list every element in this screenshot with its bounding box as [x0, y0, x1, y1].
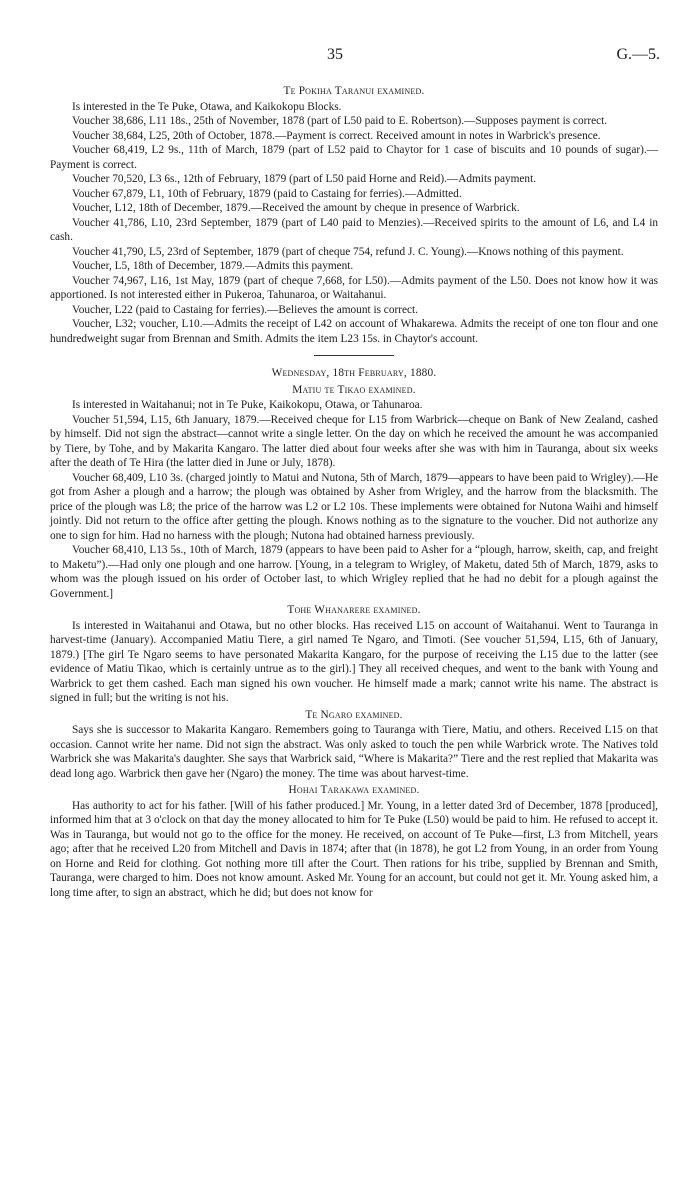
paragraph: Voucher 38,684, L25, 20th of October, 1878.—Payment is correct. Received amount in notes in Warbrick's presence.: [72, 129, 601, 142]
paragraph: Is interested in Waitahanui; not in Te Puke, Kaikokopu, Otawa, or Tahunaroa.: [72, 399, 423, 411]
paragraph: Voucher, L12, 18th of December, 1879.—Received the amount by cheque in presence of Warbrick.: [72, 202, 520, 214]
paragraph: Is interested in the Te Puke, Otawa, and Kaikokopu Blocks.: [72, 100, 342, 113]
section-tohe-whanarere: [50, 603, 658, 706]
paragraph: Voucher 41,790, L5, 23rd of September, 1879 (part of cheque 754, refund J. C. Young).—Knows nothing of this payment.: [72, 245, 624, 258]
document-code: G.—5.: [616, 46, 660, 63]
section-hohai-tarakawa: [50, 783, 658, 900]
paragraph: Voucher 38,686, L11 18s., 25th of November, 1878 (part of L50 paid to E. Robertson).—Supposes payment is correct.: [72, 115, 608, 127]
date-heading: Wednesday, 18th February, 1880.: [271, 367, 437, 379]
paragraph: Voucher 68,419, L2 9s., 11th of March, 1879 (part of L52 paid to Chaytor for 1 case of biscuits and 10 pounds of sugar).—Payment is correct.: [50, 144, 658, 171]
paragraph: Voucher, L22 (paid to Castaing for ferries).—Believes the amount is correct.: [72, 303, 418, 316]
paragraph: Voucher, L5, 18th of December, 1879.—Admits this payment.: [72, 260, 354, 272]
section-heading: Matiu te Tikao examined.: [292, 383, 416, 396]
paragraph: Voucher 41,786, L10, 23rd September, 1879 (part of L40 paid to Menzies).—Received spirits to the amount of L6, and L4 in cash.: [50, 216, 658, 243]
paragraph: Voucher 74,967, L16, 1st May, 1879 (part of cheque 7,668, for L50).—Admits payment of the L50. Does not know how it was apportioned. Is not interested either in Pukeroa, Tahunaroa, or Waitahanui.: [50, 274, 658, 301]
paragraph: Has authority to act for his father. [Will of his father produced.] Mr. Young, in a letter dated 3rd of December, 1878 [produced], informed him that at 3 o'clock on that day the money allocated to him for Te Puke (L50) would be paid to him. He refused to accept it. Was in Tauranga, but would not go to the office for the money. He received, on account of Te Puke—first, L3 from Mitchell, years ago; after that he received L20 from Mitchell and Davis in 1874; after that (in 1878), he got L2 from Young, in an order from Young on Horne and Reid for clothing. Got nothing more till after the Court. Then rations for his tribe, supplied by Brennan and Smith, Tauranga, were charged to him. Does not know amount. Asked Mr. Young for an account, but could not get it. Mr. Young asked him, a long time after, to sign an abstract, which he did; but does not know for: [50, 799, 658, 899]
section-heading: Tohe Whanarere examined.: [287, 604, 421, 616]
page-number: 35: [327, 46, 343, 63]
section-heading: Te Pokiha Taranui examined.: [283, 85, 425, 97]
paragraph: Voucher 70,520, L3 6s., 12th of February, 1879 (part of L50 paid Horne and Reid).—Admits payment.: [72, 173, 537, 185]
section-te-pokiha-taranui: [50, 84, 658, 346]
section-matiu-te-tikao: [50, 366, 658, 601]
paragraph: Voucher 67,879, L1, 10th of February, 1879 (paid to Castaing for ferries).—Admitted.: [72, 187, 462, 200]
paragraph: Voucher 51,594, L15, 6th January, 1879.—Received cheque for L15 from Warbrick—cheque on Bank of New Zealand, cashed by himself. Did not sign the abstract—cannot write a single letter. On the day on which he received the amount he was accompanied by Tiere, by Tohe, and by Makarita Kangaro. The latter died about four weeks after she was with him in Tauranga, about six weeks after the death of Te Hira (the latter died in June or July, 1878).: [50, 413, 658, 469]
paragraph: Says she is successor to Makarita Kangaro. Remembers going to Tauranga with Tiere, Matiu, and others. Received L15 on that occasion. Cannot write her name. Did not sign the abstract. Was only asked to touch the pen while Warbrick wrote. The Natives told Warbrick she was Makarita's daughter. She says that Warbrick said, “Where is Makarita?” Tiere and the rest replied that Makarita was dead long ago. Warbrick then gave her (Ngaro) the money. The time was about harvest-time.: [50, 724, 658, 780]
paragraph: Is interested in Waitahanui and Otawa, but no other blocks. Has received L15 on account of Waitahanui. Went to Tauranga in harvest-time (January). Accompanied Matiu Tiere, a girl named Te Ngaro, and Timoti. (See voucher 51,594, L15, 6th of January, 1879.) [The girl Te Ngaro seems to have personated Makarita Kangaro, for the purpose of receiving the L15 due to the latter (see evidence of Matiu Tikao, which is certainly untrue as to the girl).] They all received cheques, and went to the bank with Young and Warbrick to get them cashed. Each man signed his own voucher. He himself made a mark; cannot write his name. The abstract is signed in full; but the writing is not his.: [50, 619, 658, 704]
paragraph: Voucher, L32; voucher, L10.—Admits the receipt of L42 on account of Whakarewa. Admits the receipt of one ton flour and one hundredweight sugar from Brennan and Smith. Admits the item L23 15s. in Chaytor's account.: [50, 318, 658, 345]
paragraph: Voucher 68,409, L10 3s. (charged jointly to Matui and Nutona, 5th of March, 1879—appears to have been paid to Wrigley).—He got from Asher a plough and a harrow; the plough was obtained by Asher from Wrigley, and the harrow from the blacksmith. The price of the plough was L8; the price of the harrow was L2 or L2 10s. These implements were obtained for Nutona Waihi and himself jointly. Did not return to the office after getting the plough. Knows nothing as to the signature to the voucher. Did not authorize any one to sign for him. Had no harness with the plough; Nutona had obtained harness previously.: [50, 471, 658, 542]
section-heading: Hohai Tarakawa examined.: [288, 784, 420, 796]
document-body: [50, 46, 658, 900]
section-heading: Te Ngaro examined.: [305, 708, 403, 721]
section-divider: [314, 355, 394, 356]
section-te-ngaro: [50, 708, 658, 782]
paragraph: Voucher 68,410, L13 5s., 10th of March, 1879 (appears to have been paid to Asher for a “plough, harrow, skeith, cap, and freight to Maketu”).—Had only one plough and one harrow. [Young, in a telegram to Wrigley, of Maketu, dated 5th of March, 1879, asks to whom was the plough issued on his order of October last, to which Wrigley replied that he had no debit for a plough against the Government.]: [50, 544, 658, 600]
